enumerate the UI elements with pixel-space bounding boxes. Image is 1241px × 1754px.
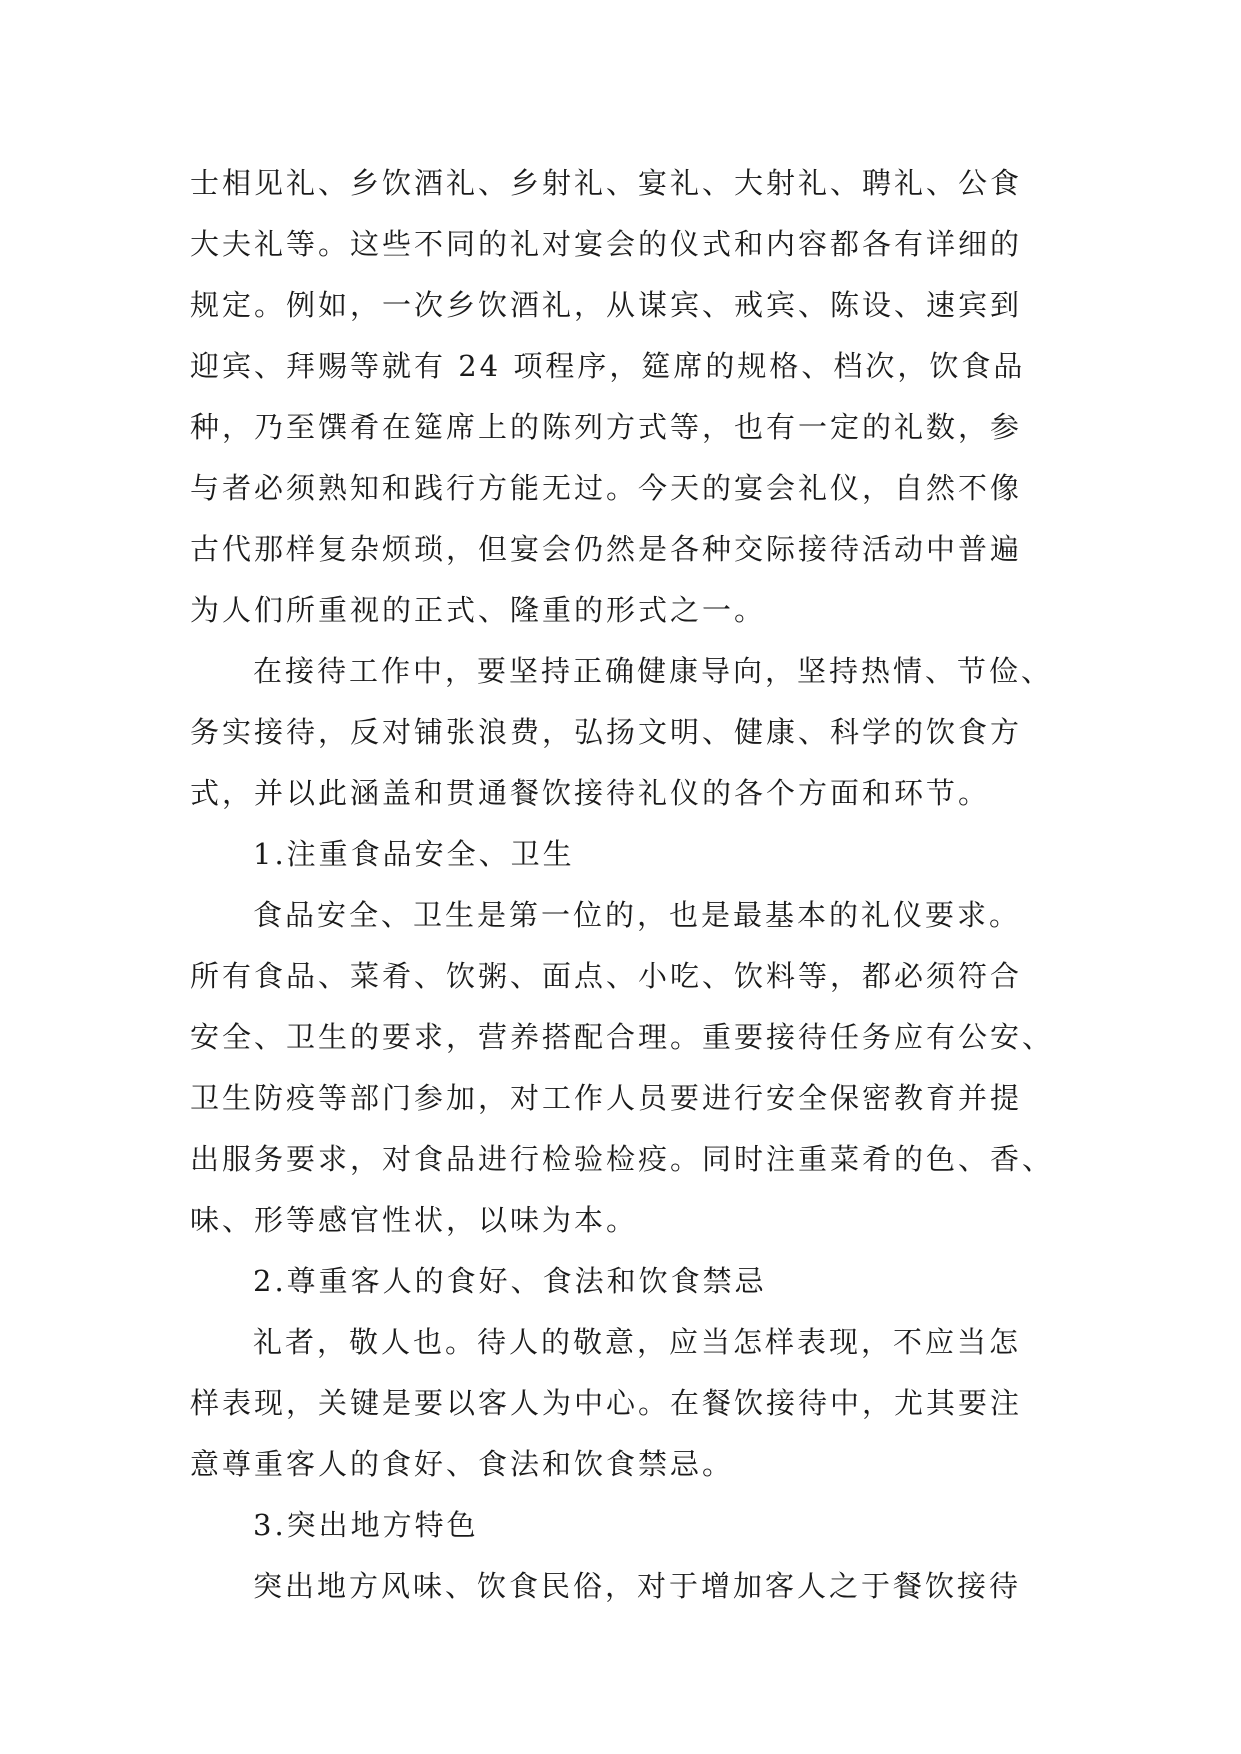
text-line: 意尊重客人的食好、食法和饮食禁忌。 [190,1447,735,1481]
text-line: 士相见礼、乡饮酒礼、乡射礼、宴礼、大射礼、聘礼、公食 [190,166,1023,200]
text-line: 3.突出地方特色 [253,1508,479,1542]
document-body [190,153,1065,1617]
text-line: 式，并以此涵盖和贯通餐饮接待礼仪的各个方面和环节。 [190,776,991,810]
text-line: 1.注重食品安全、卫生 [253,837,575,871]
text-line: 食品安全、卫生是第一位的，也是最基本的礼仪要求。 [253,898,1022,932]
text-line: 在接待工作中，要坚持正确健康导向，坚持热情、节俭、 [253,654,1054,688]
text-line: 迎宾、拜赐等就有 24 项程序，筵席的规格、档次，饮食品 [190,349,1026,383]
text-line: 安全、卫生的要求，营养搭配合理。重要接待任务应有公安、 [190,1020,1055,1054]
text-line: 务实接待，反对铺张浪费，弘扬文明、健康、科学的饮食方 [190,715,1023,749]
text-line: 味、形等感官性状，以味为本。 [190,1203,639,1237]
text-line: 礼者，敬人也。待人的敬意，应当怎样表现，不应当怎 [253,1325,1022,1359]
text-line: 古代那样复杂烦琐，但宴会仍然是各种交际接待活动中普遍 [190,532,1023,566]
text-line: 与者必须熟知和践行方能无过。今天的宴会礼仪，自然不像 [190,471,1023,505]
text-line: 突出地方风味、饮食民俗，对于增加客人之于餐饮接待 [253,1569,1022,1603]
text-line: 出服务要求，对食品进行检验检疫。同时注重菜肴的色、香、 [190,1142,1055,1176]
text-line: 规定。例如，一次乡饮酒礼，从谋宾、戒宾、陈设、速宾到 [190,288,1023,322]
text-line: 2.尊重客人的食好、食法和饮食禁忌 [253,1264,767,1298]
text-line: 所有食品、菜肴、饮粥、面点、小吃、饮料等，都必须符合 [190,959,1023,993]
text-line: 大夫礼等。这些不同的礼对宴会的仪式和内容都各有详细的 [190,227,1023,261]
text-line: 卫生防疫等部门参加，对工作人员要进行安全保密教育并提 [190,1081,1023,1115]
text-line: 为人们所重视的正式、隆重的形式之一。 [190,593,767,627]
text-line: 种，乃至馔肴在筵席上的陈列方式等，也有一定的礼数，参 [190,410,1023,444]
text-line: 样表现，关键是要以客人为中心。在餐饮接待中，尤其要注 [190,1386,1023,1420]
